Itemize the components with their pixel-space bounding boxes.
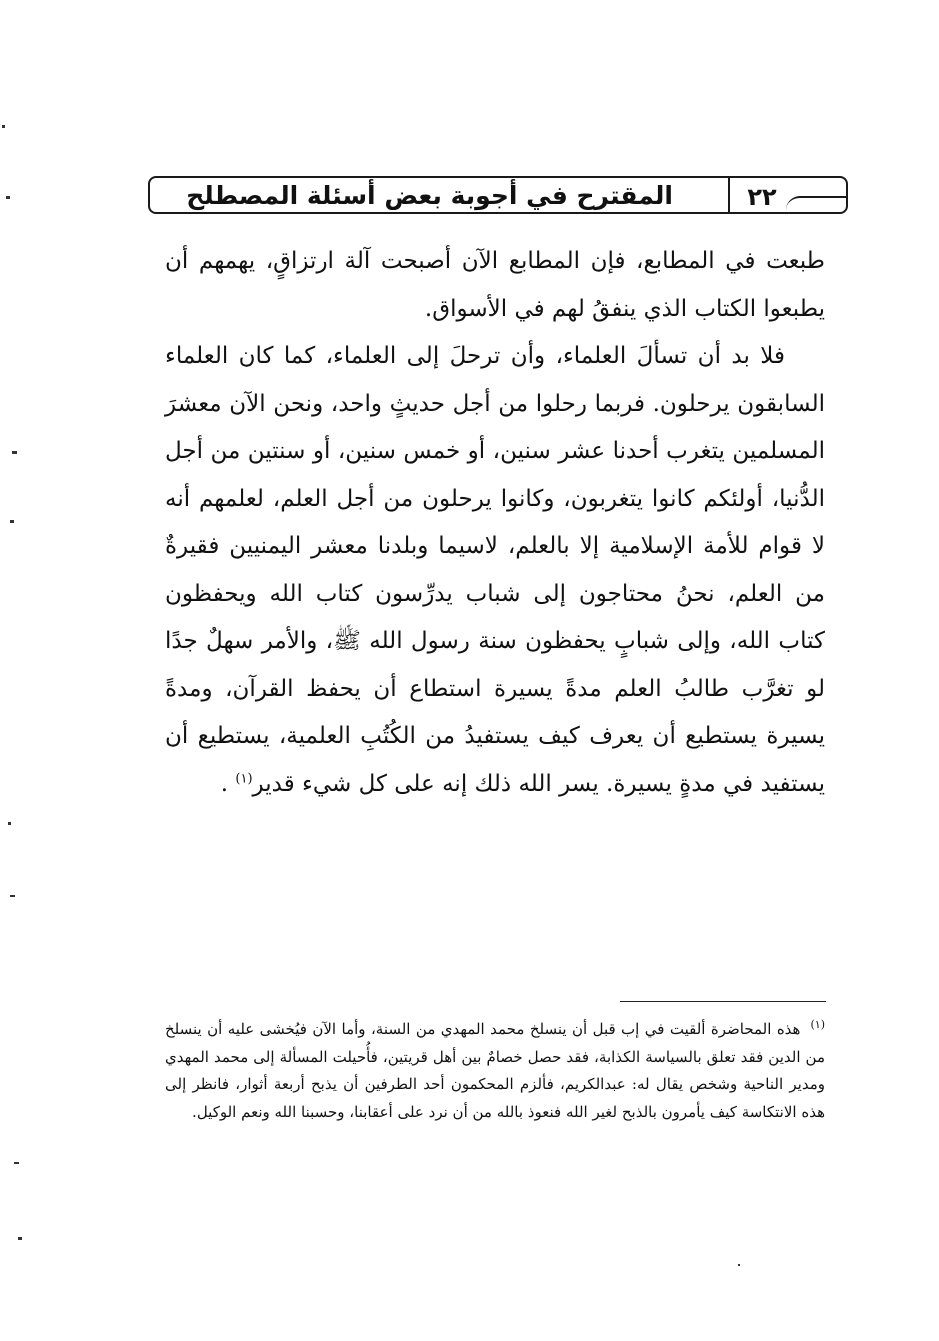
running-title: المقترح في أجوبة بعض أسئلة المصطلح (186, 181, 673, 210)
paragraph-2-text: فلا بد أن تسألَ العلماء، وأن ترحلَ إلى العلماء، كما كان العلماء السابقون يرحلون. فربما رحلوا من أجل حديثٍ واحد، ونحن الآن معشرَ المسلمين يتغرب أحدنا عشر سنين، أو خمس سنين، أو سنتين من أجل الدُّنيا، أولئكم كانوا يتغربون، وكانوا يرحلون من أجل العلم، لعلمهم أنه لا قوام للأمة الإسلامية إلا بالعلم، لاسيما وبلدنا معشر اليمنيين فقيرةٌ من العلم، نحنُ محتاجون إلى شباب يدرِّسون كتاب الله ويحفظون كتاب الله، وإلى شبابٍ يحفظون سنة رسول الله ﷺ، والأمر سهلٌ جدًا لو تغرَّب طالبُ العلم مدةً يسيرة استطاع أن يحفظ القرآن، ومدةً يسيرة يستطيع أن يعرف كيف يستفيدُ من الكُتُبِ العلمية، يستطيع أن يستفيد في مدةٍ يسيرة. يسر الله ذلك إنه على كل شيء قدير (165, 343, 825, 797)
footnotes (165, 1016, 825, 1126)
page-number: ٢٢ (747, 183, 777, 211)
scan-speck (18, 1237, 22, 1240)
scan-speck (10, 520, 14, 523)
scan-speck (8, 822, 11, 825)
scan-speck (738, 1264, 740, 1266)
footnote-marker: (١) (810, 1018, 825, 1031)
scan-speck (10, 895, 15, 897)
footnote-separator (620, 1001, 826, 1002)
body-text (165, 238, 825, 808)
scan-speck (12, 451, 17, 454)
scan-speck (6, 196, 10, 199)
scan-speck (2, 125, 5, 128)
header-page-tab (786, 196, 848, 216)
scan-speck (14, 1162, 19, 1164)
paragraph-2 (165, 333, 825, 808)
paragraph-1: طبعت في المطابع، فإن المطابع الآن أصبحت آلة ارتزاقٍ، يهمهم أن يطبعوا الكتاب الذي ينفقُ لهم في الأسواق. (165, 248, 825, 322)
footnote-1 (165, 1016, 825, 1126)
header-divider (728, 176, 730, 214)
footnote-text: هذه المحاضرة ألقيت في إب قبل أن ينسلخ محمد المهدي من السنة، وأما الآن فيُخشى عليه أن ينسلخ من الدين فقد تعلق بالسياسة الكذابة، فقد حصل خصامٌ بين أهل قريتين، فأُحيلت المسألة إلى محمد المهدي ومدير الناحية وشخص يقال له: عبدالكريم، فألزم المحكمون أحد الطرفين أن يذبح أربعة أثوار، فانظر إلى هذه الانتكاسة كيف يأمرون بالذبح لغير الله فنعوذ بالله من أن نرد على أعقابنا، وحسبنا الله ونعم الوكيل. (165, 1020, 825, 1121)
footnote-reference[interactable]: (١) (235, 770, 253, 786)
closing-mark: . (220, 770, 229, 797)
